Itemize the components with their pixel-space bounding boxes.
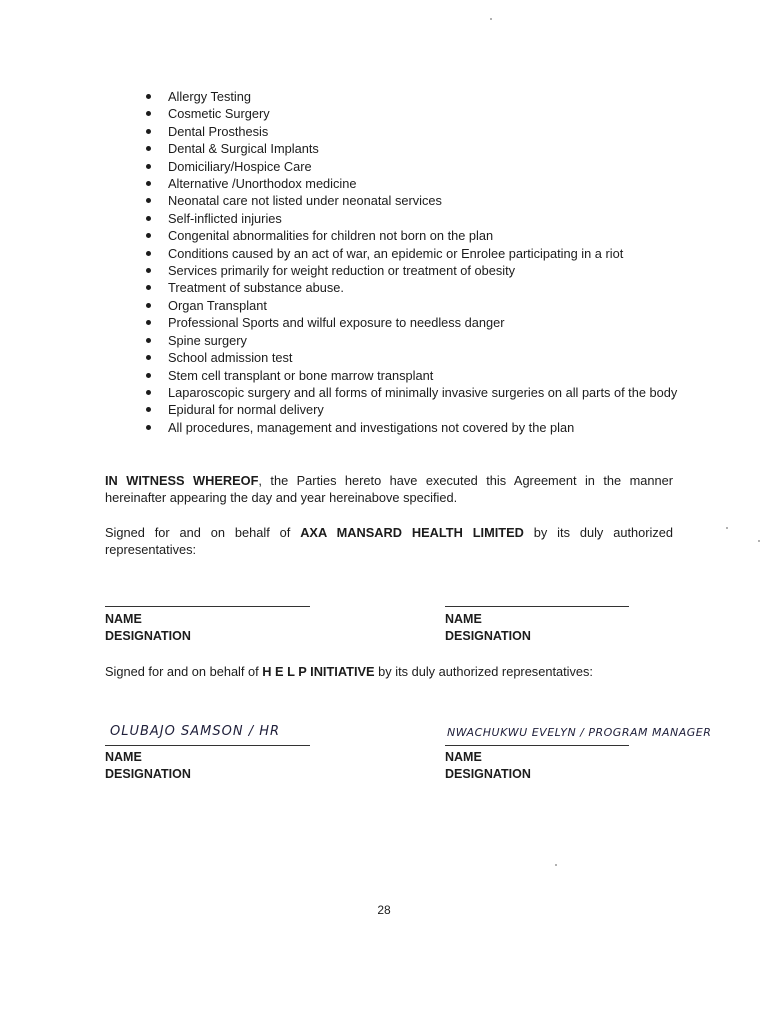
signed-axa-prefix: Signed for and on behalf of xyxy=(105,525,301,540)
scan-speck xyxy=(555,864,557,866)
signature-line-help-right xyxy=(445,745,629,746)
page-number: 28 xyxy=(377,903,391,917)
signature-line-axa-right xyxy=(445,606,629,607)
exclusion-item: Organ Transplant xyxy=(140,297,680,314)
exclusion-item: Professional Sports and wilful exposure to needless danger xyxy=(140,314,680,331)
name-label-help-left: NAME xyxy=(105,750,142,764)
exclusion-item: Treatment of substance abuse. xyxy=(140,279,680,296)
exclusion-item: Stem cell transplant or bone marrow transplant xyxy=(140,367,680,384)
exclusion-item: Alternative /Unorthodox medicine xyxy=(140,175,680,192)
handwritten-signature-left: OLUBAJO SAMSON / HR xyxy=(110,724,281,739)
signed-axa-company: AXA MANSARD HEALTH LIMITED xyxy=(300,525,524,540)
witness-text: , the Parties hereto have executed this Agreement in the manner hereinafter appearing the day and year hereinabove specified. xyxy=(105,473,673,506)
signature-line-help-left xyxy=(105,745,310,746)
exclusion-item: Spine surgery xyxy=(140,332,680,349)
exclusion-item: All procedures, management and investigations not covered by the plan xyxy=(140,419,680,436)
exclusion-item: Domiciliary/Hospice Care xyxy=(140,158,680,175)
exclusion-item: Epidural for normal delivery xyxy=(140,401,680,418)
exclusion-item: Self-inflicted injuries xyxy=(140,210,680,227)
exclusion-item: Laparoscopic surgery and all forms of minimally invasive surgeries on all parts of the body xyxy=(140,384,680,401)
exclusion-item: Cosmetic Surgery xyxy=(140,105,680,122)
scan-speck xyxy=(726,527,728,529)
scan-speck xyxy=(490,18,492,20)
handwritten-signature-right: NWACHUKWU EVELYN / PROGRAM MANAGER xyxy=(447,726,712,739)
name-label-axa-left: NAME xyxy=(105,612,142,626)
signed-help-prefix: Signed for and on behalf of xyxy=(105,664,263,679)
designation-label-axa-left: DESIGNATION xyxy=(105,629,191,643)
name-label-help-right: NAME xyxy=(445,750,482,764)
signed-help-paragraph xyxy=(105,663,673,680)
exclusion-item: Conditions caused by an act of war, an epidemic or Enrolee participating in a riot xyxy=(140,245,680,262)
exclusion-item: School admission test xyxy=(140,349,680,366)
designation-label-help-left: DESIGNATION xyxy=(105,767,191,781)
exclusion-item: Services primarily for weight reduction or treatment of obesity xyxy=(140,262,680,279)
signed-help-company: H E L P INITIATIVE xyxy=(262,664,375,679)
exclusions-list xyxy=(140,88,680,436)
designation-label-axa-right: DESIGNATION xyxy=(445,629,531,643)
exclusion-item: Congenital abnormalities for children not born on the plan xyxy=(140,227,680,244)
scan-speck xyxy=(758,540,760,542)
exclusion-item: Allergy Testing xyxy=(140,88,680,105)
name-label-axa-right: NAME xyxy=(445,612,482,626)
exclusion-item: Dental & Surgical Implants xyxy=(140,140,680,157)
signed-help-suffix: by its duly authorized representatives: xyxy=(374,664,593,679)
exclusion-item: Dental Prosthesis xyxy=(140,123,680,140)
designation-label-help-right: DESIGNATION xyxy=(445,767,531,781)
signature-line-axa-left xyxy=(105,606,310,607)
signed-axa-paragraph xyxy=(105,524,673,559)
exclusion-item: Neonatal care not listed under neonatal services xyxy=(140,192,680,209)
witness-paragraph xyxy=(105,472,673,507)
signed-axa-suffix: by its duly authorized representatives: xyxy=(105,525,673,558)
witness-lead: IN WITNESS WHEREOF xyxy=(105,473,259,488)
